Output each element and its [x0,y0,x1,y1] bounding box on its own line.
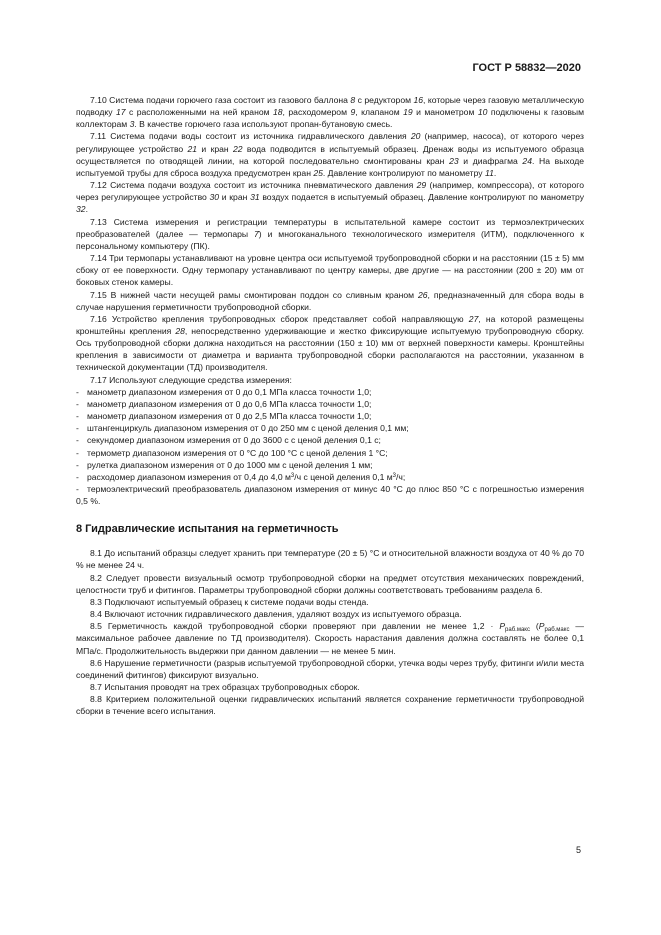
paragraph-8-8: 8.8 Критерием положительной оценки гидравлических испытаний является сохранение герметичности трубопроводной сборки в течение всего испытания. [76,694,584,717]
paragraph-7-11: 7.11 Система подачи воды состоит из источника гидравлического давления 20 (например, насоса), от которого через регулирующее устройство 21 и кран 22 вода подводится в испытуемый образец. Дренаж воды из испытуемого образца осуществляется по отводящей линии, на которой последовательно смонтированы кран 23 и диафрагма 24. На выходе испытуемой трубы для сброса воздуха предусмотрен кран 25. Давление контролируют по манометру 11. [76,131,584,178]
paragraph-8-5: 8.5 Герметичность каждой трубопроводной сборки проверяют при давлении не менее $1,2 \cdot P_{раб.макс}$ ($P_{раб.макс}$ — максимальное рабочее давление по ТД производителя). Скорость нарастания давления должна составлять не более 0,1 МПа/с. Продолжительность выдержки при данном давлении — не менее 5 мин. [76,621,585,656]
document-body [76,94,584,718]
list-item: - манометр диапазоном измерения от 0 до 2,5 МПа класса точности 1,0; [76,411,372,422]
paragraph-7-16: 7.16 Устройство крепления трубопроводных сборок представляет собой направляющую 27, на которой размещены кронштейны крепления 28, непосредственно удерживающие и жестко фиксирующие испытуемую трубопроводную сборку. Ось трубопроводной сборки должна находиться на расстоянии (150 ± 10) мм от верхней поверхности камеры. Кронштейны крепления в зависимости от диаметра и варианта трубопроводной сборки располагаются на расстоянии, указанном в технической документации (ТД) производителя. [76,313,585,373]
list-item: - расходомер диапазоном измерения от 0,4 до 4,0 $м^3/ч$ с ценой деления 0,1 $м^3/ч$; [76,471,406,482]
paragraph-8-4: 8.4 Включают источник гидравлического давления, удаляют воздух из испытуемого образца. [90,609,462,620]
paragraph-7-10: 7.10 Система подачи горючего газа состоит из газового баллона 8 с редуктором 16, которые через газовую металлическую подводку 17 с расположенными на ней краном 18, расходомером 9, клапаном 19 и манометром 10 подключены к газовым коллекторам 3. В качестве горючего газа используют пропан-бутановую смесь. [76,95,584,130]
paragraph-7-17: 7.17 Используют следующие средства измерения: [90,374,292,385]
paragraph-8-3: 8.3 Подключают испытуемый образец к системе подачи воды стенда. [90,596,369,607]
list-item: - манометр диапазоном измерения от 0 до 0,1 МПа класса точности 1,0; [76,386,372,397]
paragraph-7-12: 7.12 Система подачи воздуха состоит из источника пневматического давления 29 (например, компрессора), от которого через регулирующее устройство 30 и кран 31 воздух подается в испытуемый образец. Давление контролируют по манометру 32. [76,180,585,215]
page-number: 5 [575,845,581,855]
paragraph-7-15: 7.15 В нижней части несущей рамы смонтирован поддон со сливным краном 26, предназначенный для сбора воды в случае нарушения герметичности трубопроводной сборки. [76,289,584,312]
list-item: - манометр диапазоном измерения от 0 до 0,6 МПа класса точности 1,0; [76,398,372,409]
list-item: - термоэлектрический преобразователь диапазоном измерения от минус 40 °С до плюс 850 °С с погрешностью измерения 0,5 %. [76,484,584,507]
measurement-list [76,386,584,508]
paragraph-8-1: 8.1 До испытаний образцы следует хранить при температуре (20 ± 5) °С и относительной влажности воздуха от 40 % до 70 % не менее 24 ч. [76,548,584,571]
paragraph-8-2: 8.2 Следует провести визуальный осмотр трубопроводной сборки на предмет отсутствия механических повреждений, целостности труб и фитингов. Параметры трубопроводной сборки должны соответствовать требованиям раздела 6. [76,572,584,595]
list-item: - рулетка диапазоном измерения от 0 до 1000 мм с ценой деления 1 мм; [76,459,373,470]
list-item: - штангенциркуль диапазоном измерения от 0 до 250 мм с ценой деления 0,1 мм; [76,423,409,434]
paragraph-7-14: 7.14 Три термопары устанавливают на уровне центра оси испытуемой трубопроводной сборки и на расстоянии (15 ± 5) мм сбоку от ее поверхности. Одну термопару устанавливают по центру камеры, две другие — на расстоянии (200 ± 20) мм от боковых стенок камеры. [76,253,584,288]
list-item: - секундомер диапазоном измерения от 0 до 3600 с с ценой деления 0,1 с; [76,435,381,446]
list-item: - термометр диапазоном измерения от 0 °С до 100 °С с ценой деления 1 °С; [76,447,388,458]
section-title: 8 Гидравлические испытания на герметичность [76,523,339,536]
paragraph-7-13: 7.13 Система измерения и регистрации температуры в испытательной камере состоит из термоэлектрических преобразователей (далее — термопары 7) и многоканального технологического измерителя (ИТМ), подключенного к персональному компьютеру (ПК). [76,216,584,251]
paragraph-8-6: 8.6 Нарушение герметичности (разрыв испытуемой трубопроводной сборки, утечка воды через трубу, фитинги и/или места соединений фитингов) фиксируют визуально. [76,657,584,680]
paragraph-8-7: 8.7 Испытания проводят на трех образцах трубопроводных сборок. [90,682,360,693]
document-code: ГОСТ Р 58832—2020 [472,62,581,74]
